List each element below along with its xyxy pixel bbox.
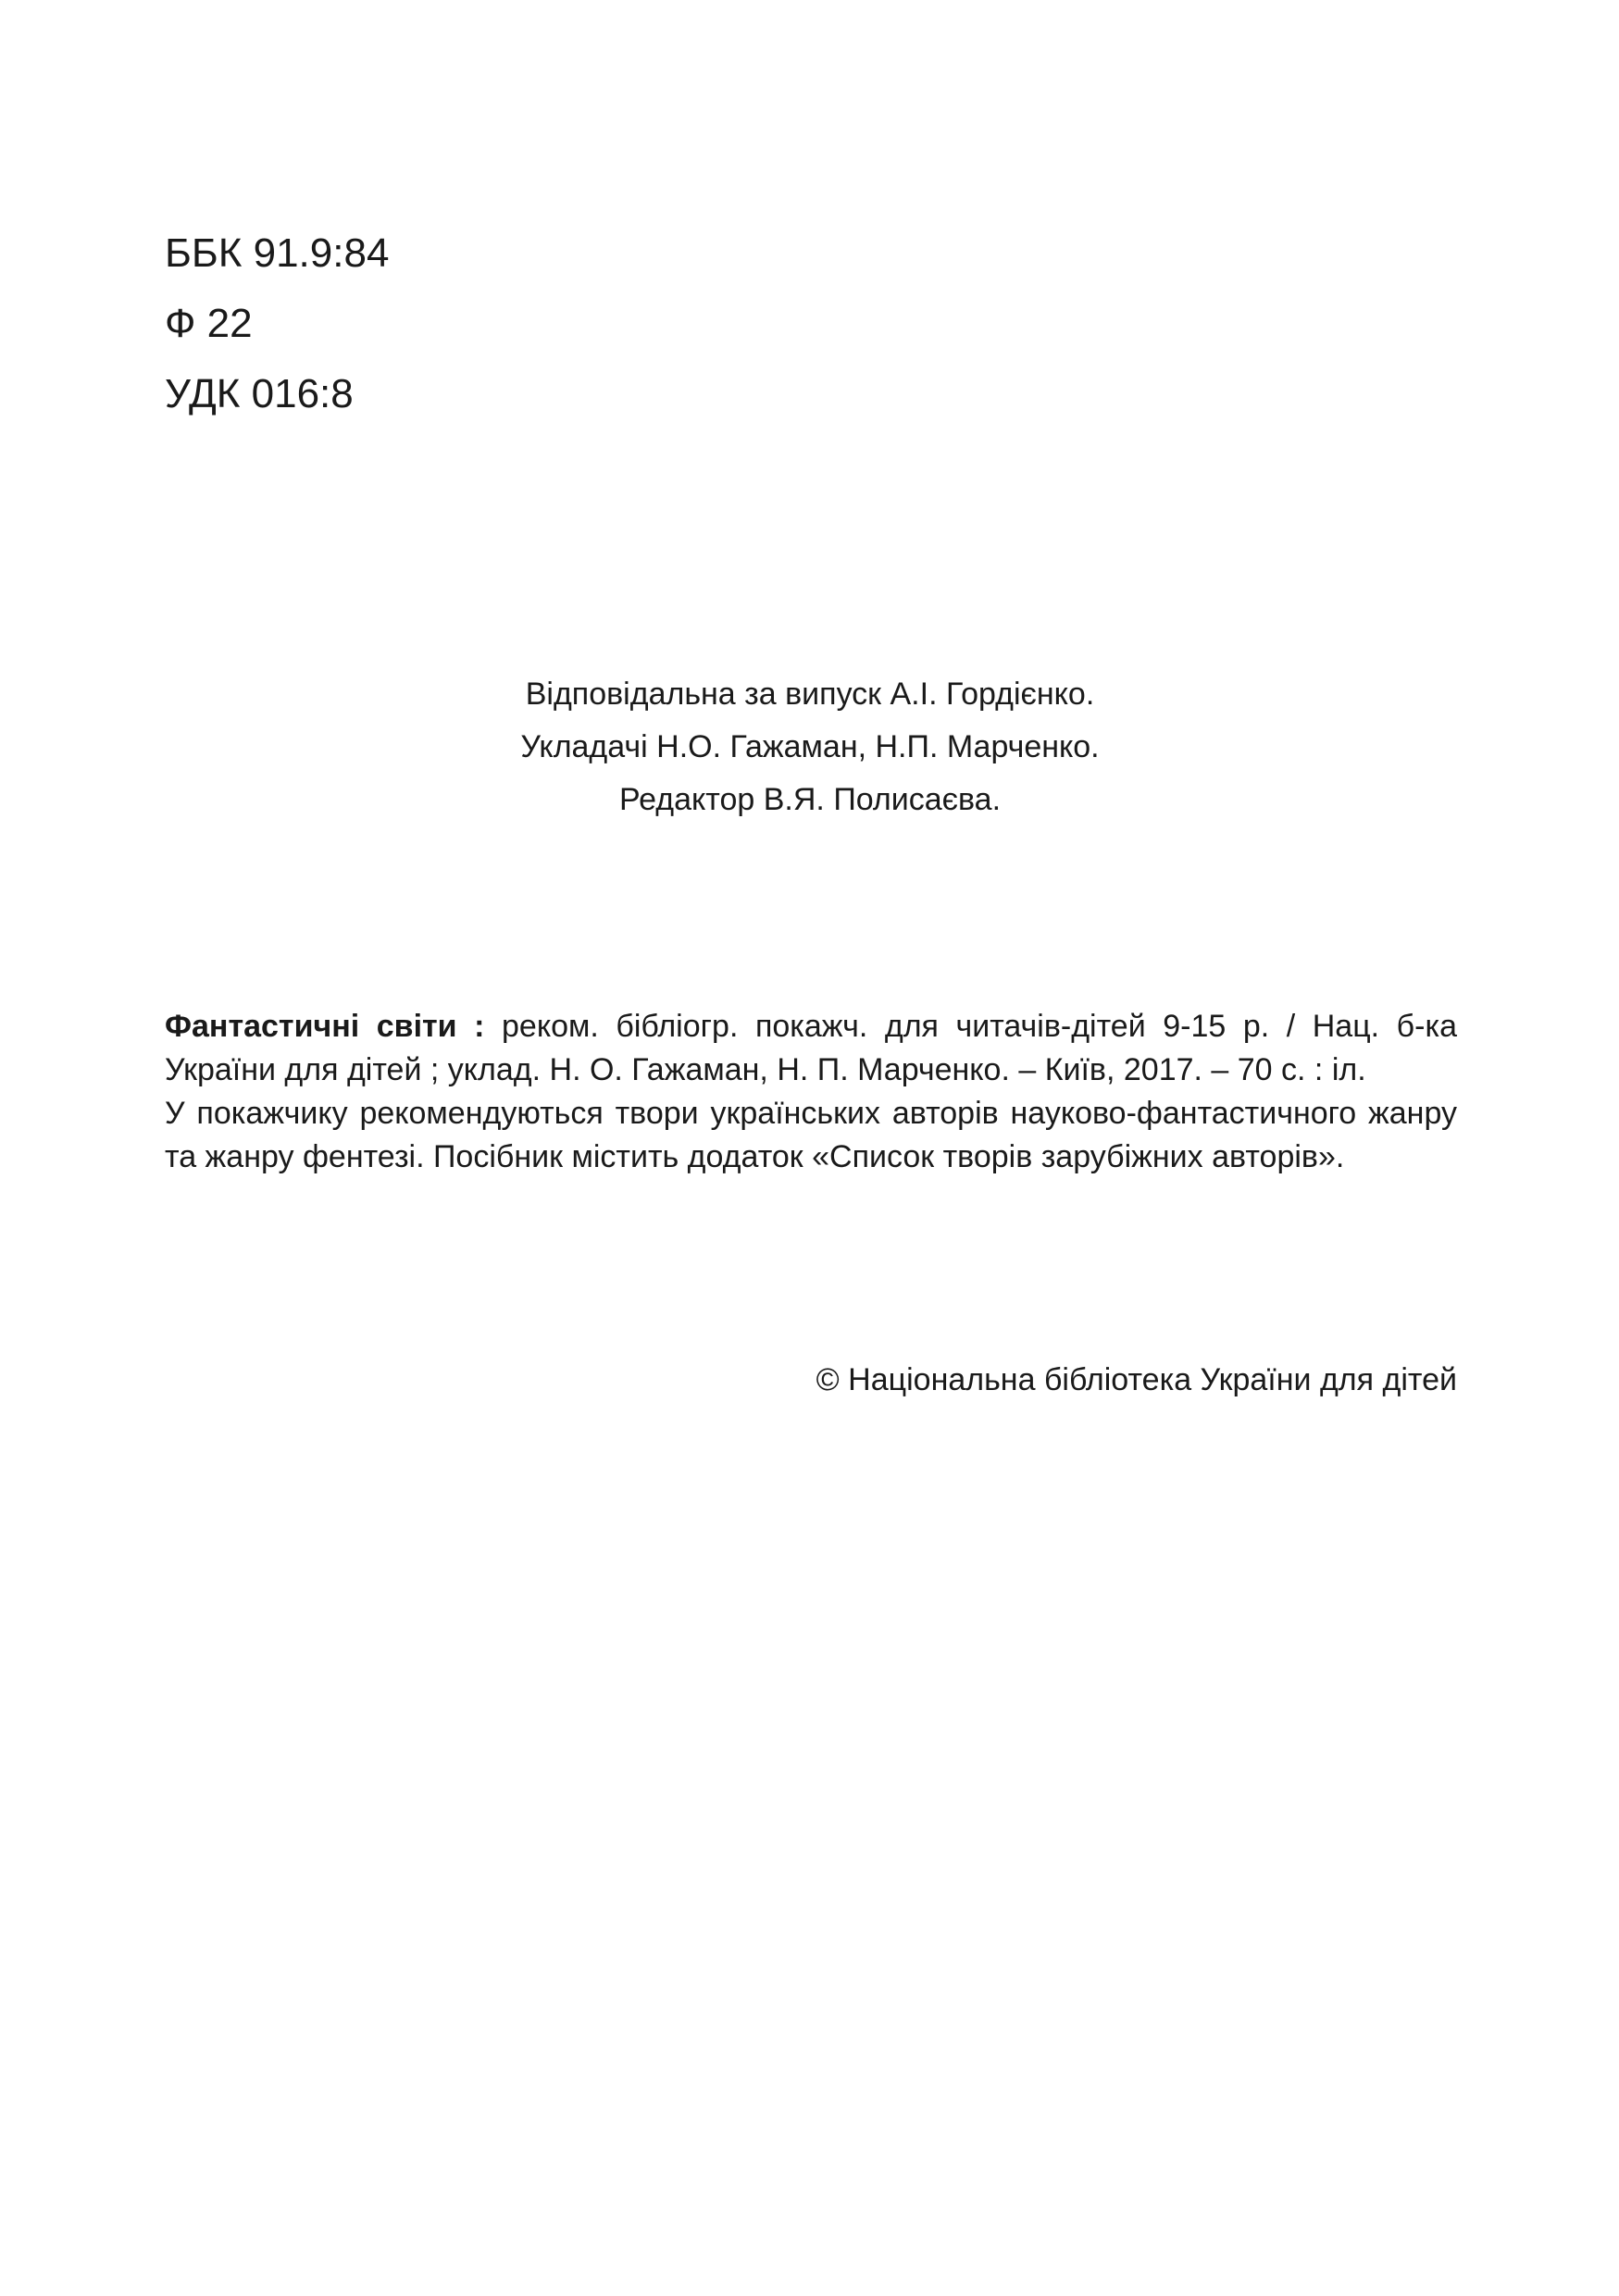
copyright-notice: © Національна бібліотека України для дітей — [816, 1362, 1457, 1397]
responsible-line: Відповідальна за випуск А.І. Гордієнко. — [525, 676, 1095, 712]
bibliographic-entry — [165, 1005, 1457, 1092]
classification-block — [165, 218, 389, 429]
bbk-index: ББК 91.9:84 — [165, 230, 390, 276]
credits-block — [398, 668, 1222, 826]
compilers-line: Укладачі Н.О. Гажаман, Н.П. Марченко. — [520, 729, 1100, 764]
bibliographic-record — [165, 1005, 1457, 1179]
udk-index: УДК 016:8 — [165, 371, 354, 416]
author-mark: Ф 22 — [165, 301, 253, 346]
bibliographic-description: реком. бібліогр. покажч. для читачів-дітей 9-15 р. / Нац. б-ка України для дітей ; уклад. Н. О. Гажаман, Н. П. Марченко. – Київ, 2017. – 70 с. : іл. — [165, 1009, 1458, 1087]
annotation: У покажчику рекомендуються твори українських авторів науково-фантастичного жанру та жанру фентезі. Посібник містить додаток «Список творів зарубіжних авторів». — [165, 1096, 1457, 1174]
book-title: Фантастичні світи : — [165, 1009, 485, 1044]
editor-line: Редактор В.Я. Полисаєва. — [618, 782, 1002, 817]
